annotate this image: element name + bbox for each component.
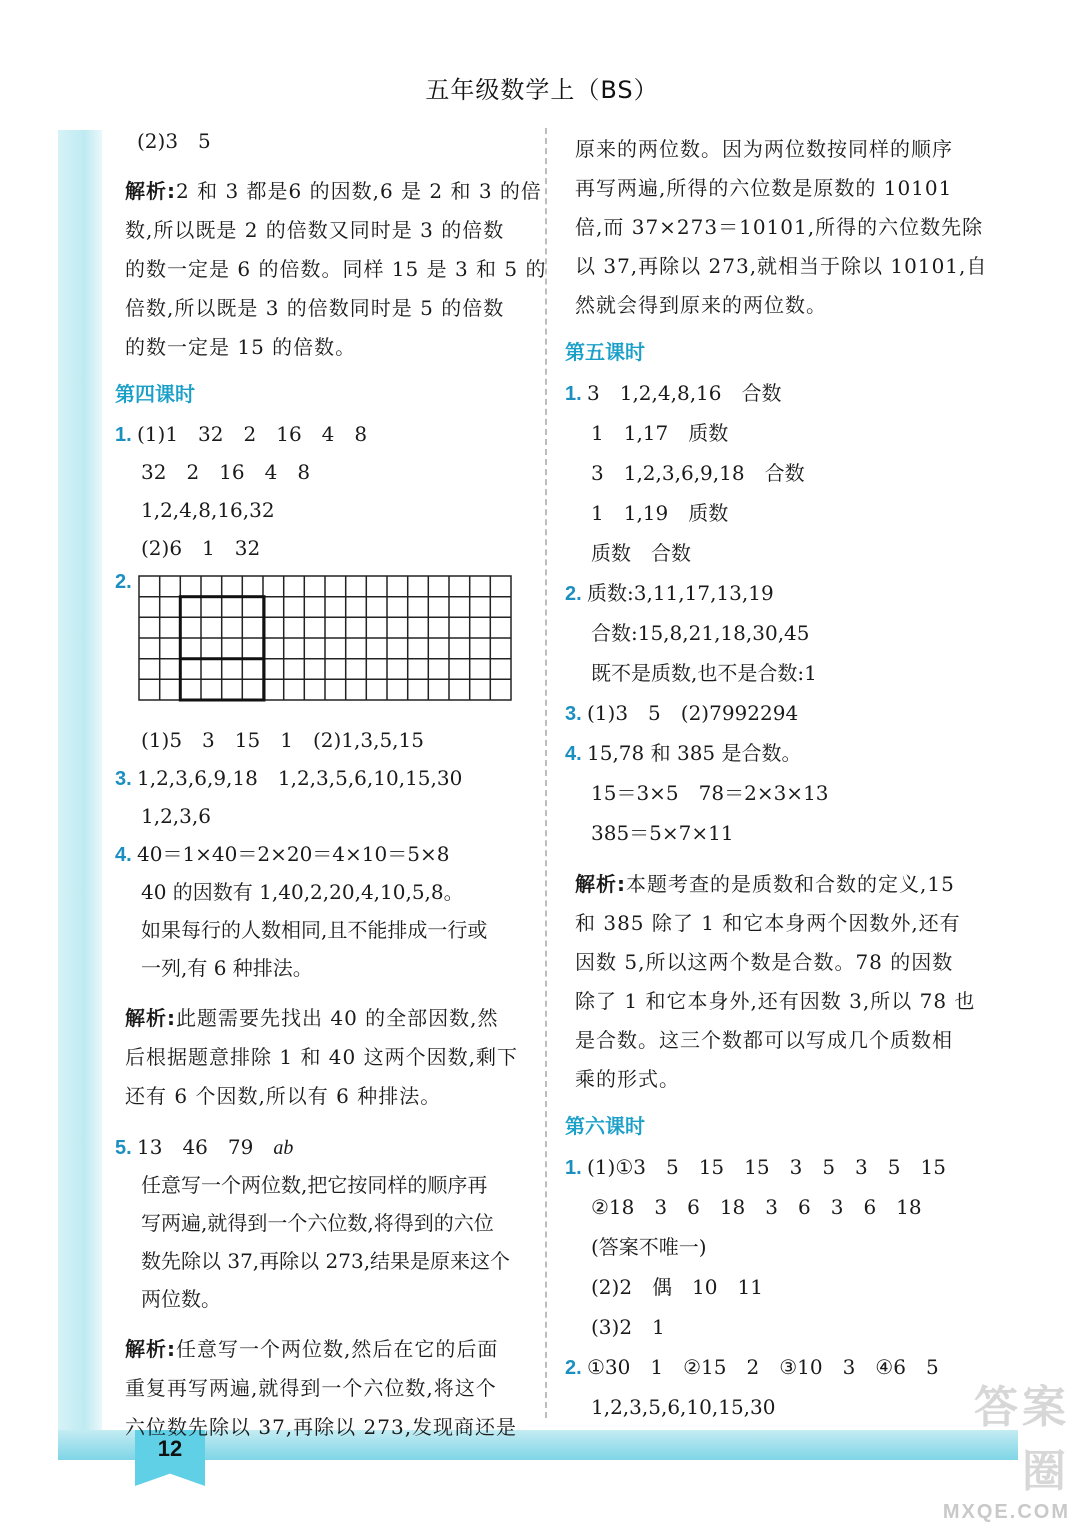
question-2 — [115, 571, 535, 721]
explanation-line: 倍,而 37×273＝10101,所得的六位数先除 — [575, 215, 984, 239]
answer-line: 1,2,3,6,9,18 1,2,3,5,6,10,15,30 — [137, 766, 463, 790]
answer-line: 15,78 和 385 是合数。 — [587, 741, 802, 765]
explanation-label: 解析: — [125, 1337, 176, 1361]
section-heading-lesson-6: 第六课时 — [565, 1114, 645, 1138]
explanation-3 — [115, 1330, 535, 1447]
section-heading-lesson-4: 第四课时 — [115, 382, 195, 406]
answer-line: 数先除以 37,再除以 273,结果是原来这个 — [141, 1249, 511, 1273]
question-number: 5. — [115, 1137, 132, 1159]
variable-ab: ab — [273, 1137, 294, 1159]
question-number: 2. — [565, 1357, 582, 1379]
question-number: 2. — [115, 571, 132, 593]
question-number: 1. — [115, 424, 132, 446]
answer-line: 一列,有 6 种排法。 — [141, 956, 313, 980]
answer-line: 既不是质数,也不是合数:1 — [591, 661, 817, 685]
explanation-continued — [565, 130, 988, 325]
explanation-line: 倍数,所以既是 3 的倍数同时是 5 的倍数 — [125, 296, 505, 320]
answer-line: 15＝3×5 78＝2×3×13 — [591, 781, 829, 805]
explanation-line: 原来的两位数。因为两位数按同样的顺序 — [575, 137, 953, 161]
answer-line: 385＝5×7×11 — [591, 821, 734, 845]
answer-line: 质数 合数 — [591, 541, 691, 565]
explanation-line: 2 和 3 都是6 的因数,6 是 2 和 3 的倍 — [176, 179, 542, 203]
answer-line: (3)2 1 — [591, 1315, 665, 1339]
explanation-line: 是合数。这三个数都可以写成几个质数相 — [575, 1028, 953, 1052]
explanation-line: 除了 1 和它本身外,还有因数 3,所以 78 也 — [575, 989, 976, 1013]
answer-line: (2)6 1 32 — [141, 536, 261, 560]
answer-line: 32 2 16 4 8 — [141, 460, 311, 484]
explanation-line: 的数一定是 15 的倍数。 — [125, 335, 357, 359]
explanation-line: 和 385 除了 1 和它本身两个因数外,还有 — [575, 911, 961, 935]
answer-line: 质数:3,11,17,13,19 — [587, 581, 774, 605]
explanation-line: 此题需要先找出 40 的全部因数,然 — [176, 1006, 499, 1030]
explanation-line: 任意写一个两位数,然后在它的后面 — [176, 1337, 499, 1361]
right-column — [565, 130, 988, 1427]
answer-line: 1,2,4,8,16,32 — [141, 498, 275, 522]
explanation-4 — [565, 865, 985, 1099]
question-number: 2. — [565, 583, 582, 605]
answer-line: 3 1,2,4,8,16 合数 — [587, 381, 782, 405]
question-number: 3. — [115, 768, 132, 790]
answer-line: 1,2,3,5,6,10,15,30 — [591, 1395, 776, 1419]
question-number: 3. — [565, 703, 582, 725]
answer-line: 两位数。 — [141, 1287, 221, 1311]
answer-line: (1)3 5 (2)7992294 — [587, 701, 799, 725]
answer-line: ②18 3 6 18 3 6 3 6 18 — [591, 1195, 922, 1219]
explanation-line: 六位数先除以 37,再除以 273,发现商还是 — [125, 1415, 518, 1439]
answer-line: 1 1,17 质数 — [591, 421, 729, 445]
answer-line: (2)3 5 — [137, 129, 211, 153]
page-title: 五年级数学上（BS） — [425, 76, 659, 104]
answer-line: (1)①3 5 15 15 3 5 3 5 15 — [587, 1155, 946, 1179]
page-number: 12 — [157, 1436, 183, 1461]
explanation-1 — [115, 172, 547, 367]
explanation-line: 后根据题意排除 1 和 40 这两个因数,剩下 — [125, 1045, 518, 1069]
rectangle-grid-diagram — [138, 575, 514, 705]
watermark-logo: 答案圈 — [974, 1383, 1070, 1496]
explanation-line: 还有 6 个因数,所以有 6 种排法。 — [125, 1084, 442, 1108]
question-number: 4. — [565, 743, 582, 765]
answer-line: 40＝1×40＝2×20＝4×10＝5×8 — [137, 842, 450, 866]
explanation-line: 本题考查的是质数和合数的定义,15 — [626, 872, 955, 896]
answer-line: (答案不唯一) — [591, 1235, 707, 1259]
section-heading-lesson-5: 第五课时 — [565, 340, 645, 364]
explanation-line: 数,所以既是 2 的倍数又同时是 3 的倍数 — [125, 218, 505, 242]
decorative-side-band — [58, 130, 102, 1450]
explanation-label: 解析: — [575, 872, 626, 896]
answer-line: 1 1,19 质数 — [591, 501, 729, 525]
answer-line: 1,2,3,6 — [141, 804, 211, 828]
answer-line: 3 1,2,3,6,9,18 合数 — [591, 461, 805, 485]
question-number: 1. — [565, 1157, 582, 1179]
explanation-line: 因数 5,所以这两个数是合数。78 的因数 — [575, 950, 954, 974]
explanation-label: 解析: — [125, 1006, 176, 1030]
answer-line: 40 的因数有 1,40,2,20,4,10,5,8。 — [141, 880, 464, 904]
watermark — [940, 1371, 1070, 1524]
explanation-line: 再写两遍,所得的六位数是原数的 10101 — [575, 176, 953, 200]
watermark-url: MXQE.COM — [942, 1501, 1070, 1523]
explanation-line: 乘的形式。 — [575, 1067, 680, 1091]
answer-line: 写两遍,就得到一个六位数,将得到的六位 — [141, 1211, 494, 1235]
question-number: 4. — [115, 844, 132, 866]
answer-line: (1)5 3 15 1 (2)1,3,5,15 — [141, 728, 424, 752]
answer-line: (1)1 32 2 16 4 8 — [137, 422, 368, 446]
answer-line: (2)2 偶 10 11 — [591, 1275, 763, 1299]
explanation-line: 重复再写两遍,就得到一个六位数,将这个 — [125, 1376, 497, 1400]
explanation-label: 解析: — [125, 179, 176, 203]
answer-line: 13 46 79 — [137, 1135, 274, 1159]
answer-line: 如果每行的人数相同,且不能排成一行或 — [141, 918, 488, 942]
explanation-line: 的数一定是 6 的倍数。同样 15 是 3 和 5 的 — [125, 257, 547, 281]
question-number: 1. — [565, 383, 582, 405]
answer-line: 合数:15,8,21,18,30,45 — [591, 621, 810, 645]
explanation-line: 然就会得到原来的两位数。 — [575, 293, 827, 317]
explanation-line: 以 37,再除以 273,就相当于除以 10101,自 — [575, 254, 988, 278]
answer-line: ①30 1 ②15 2 ③10 3 ④6 5 — [587, 1355, 939, 1379]
left-column — [115, 122, 547, 1447]
explanation-2 — [115, 999, 535, 1116]
column-divider — [545, 128, 547, 1418]
answer-line: 任意写一个两位数,把它按同样的顺序再 — [141, 1173, 488, 1197]
